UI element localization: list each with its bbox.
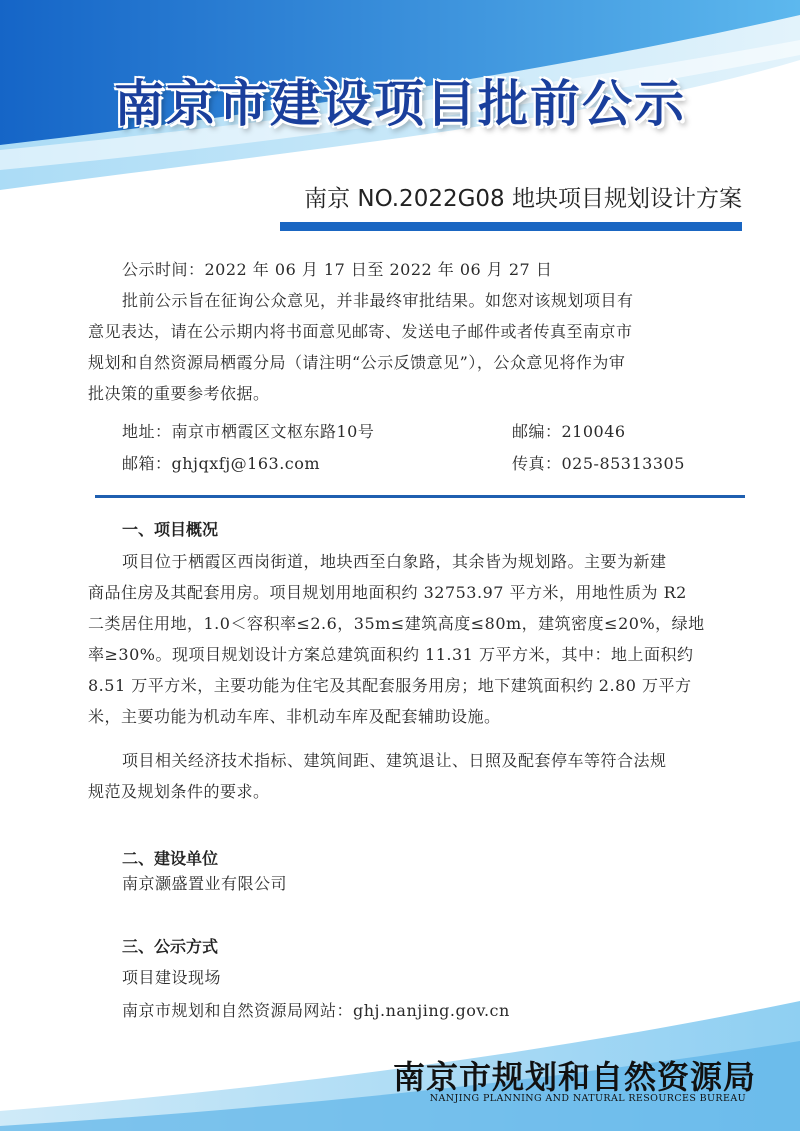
method-line: 项目建设现场 bbox=[122, 968, 222, 987]
bureau-name-cn: 南京市规划和自然资源局 bbox=[392, 1058, 756, 1096]
section-divider bbox=[95, 495, 745, 498]
overview-line: 项目相关经济技术指标、建筑间距、建筑退让、日照及配套停车等符合法规 bbox=[122, 751, 667, 770]
overview-line: 率≥30%。现项目规划设计方案总建筑面积约 11.31 万平方米，其中：地上面积约 bbox=[88, 645, 694, 664]
section-heading-developer: 二、建设单位 bbox=[122, 849, 219, 868]
overview-line: 米，主要功能为机动车库、非机动车库及配套辅助设施。 bbox=[88, 707, 501, 726]
developer-name: 南京灏盛置业有限公司 bbox=[122, 874, 288, 893]
contact-fax: 传真：025-85313305 bbox=[512, 454, 685, 473]
publicity-period: 公示时间：2022 年 06 月 17 日至 2022 年 06 月 27 日 bbox=[122, 260, 553, 279]
overview-line: 二类居住用地，1.0＜容积率≤2.6，35m≤建筑高度≤80m，建筑密度≤20%，绿地 bbox=[88, 614, 705, 633]
subtitle-underline-bar bbox=[280, 222, 742, 231]
intro-line: 规划和自然资源局栖霞分局（请注明“公示反馈意见”），公众意见将作为审 bbox=[88, 353, 626, 372]
contact-email: 邮箱：ghjqxfj@163.com bbox=[122, 454, 321, 473]
overview-line: 规范及规划条件的要求。 bbox=[88, 782, 270, 801]
section-heading-overview: 一、项目概况 bbox=[122, 520, 219, 539]
section-heading-method: 三、公示方式 bbox=[122, 937, 219, 956]
bureau-name-en: NANJING PLANNING AND NATURAL RESOURCES BUREAU bbox=[429, 1093, 746, 1104]
project-subtitle: 南京 NO.2022G08 地块项目规划设计方案 bbox=[304, 186, 742, 212]
intro-line: 批前公示旨在征询公众意见，并非最终审批结果。如您对该规划项目有 bbox=[122, 291, 634, 310]
intro-line: 意见表达，请在公示期内将书面意见邮寄、发送电子邮件或者传真至南京市 bbox=[88, 322, 633, 341]
overview-line: 项目位于栖霞区西岗街道，地块西至白象路，其余皆为规划路。主要为新建 bbox=[122, 552, 667, 571]
contact-address: 地址：南京市栖霞区文枢东路10号 bbox=[122, 422, 375, 441]
method-website: 南京市规划和自然资源局网站：ghj.nanjing.gov.cn bbox=[122, 1001, 510, 1020]
contact-postcode: 邮编：210046 bbox=[512, 422, 626, 441]
page-title: 南京市建设项目批前公示 bbox=[114, 75, 686, 133]
overview-line: 8.51 万平方米，主要功能为住宅及其配套服务用房；地下建筑面积约 2.80 万平方 bbox=[88, 676, 692, 695]
overview-line: 商品住房及其配套用房。项目规划用地面积约 32753.97 平方米，用地性质为 R2 bbox=[88, 583, 687, 602]
intro-line: 批决策的重要参考依据。 bbox=[88, 384, 270, 403]
